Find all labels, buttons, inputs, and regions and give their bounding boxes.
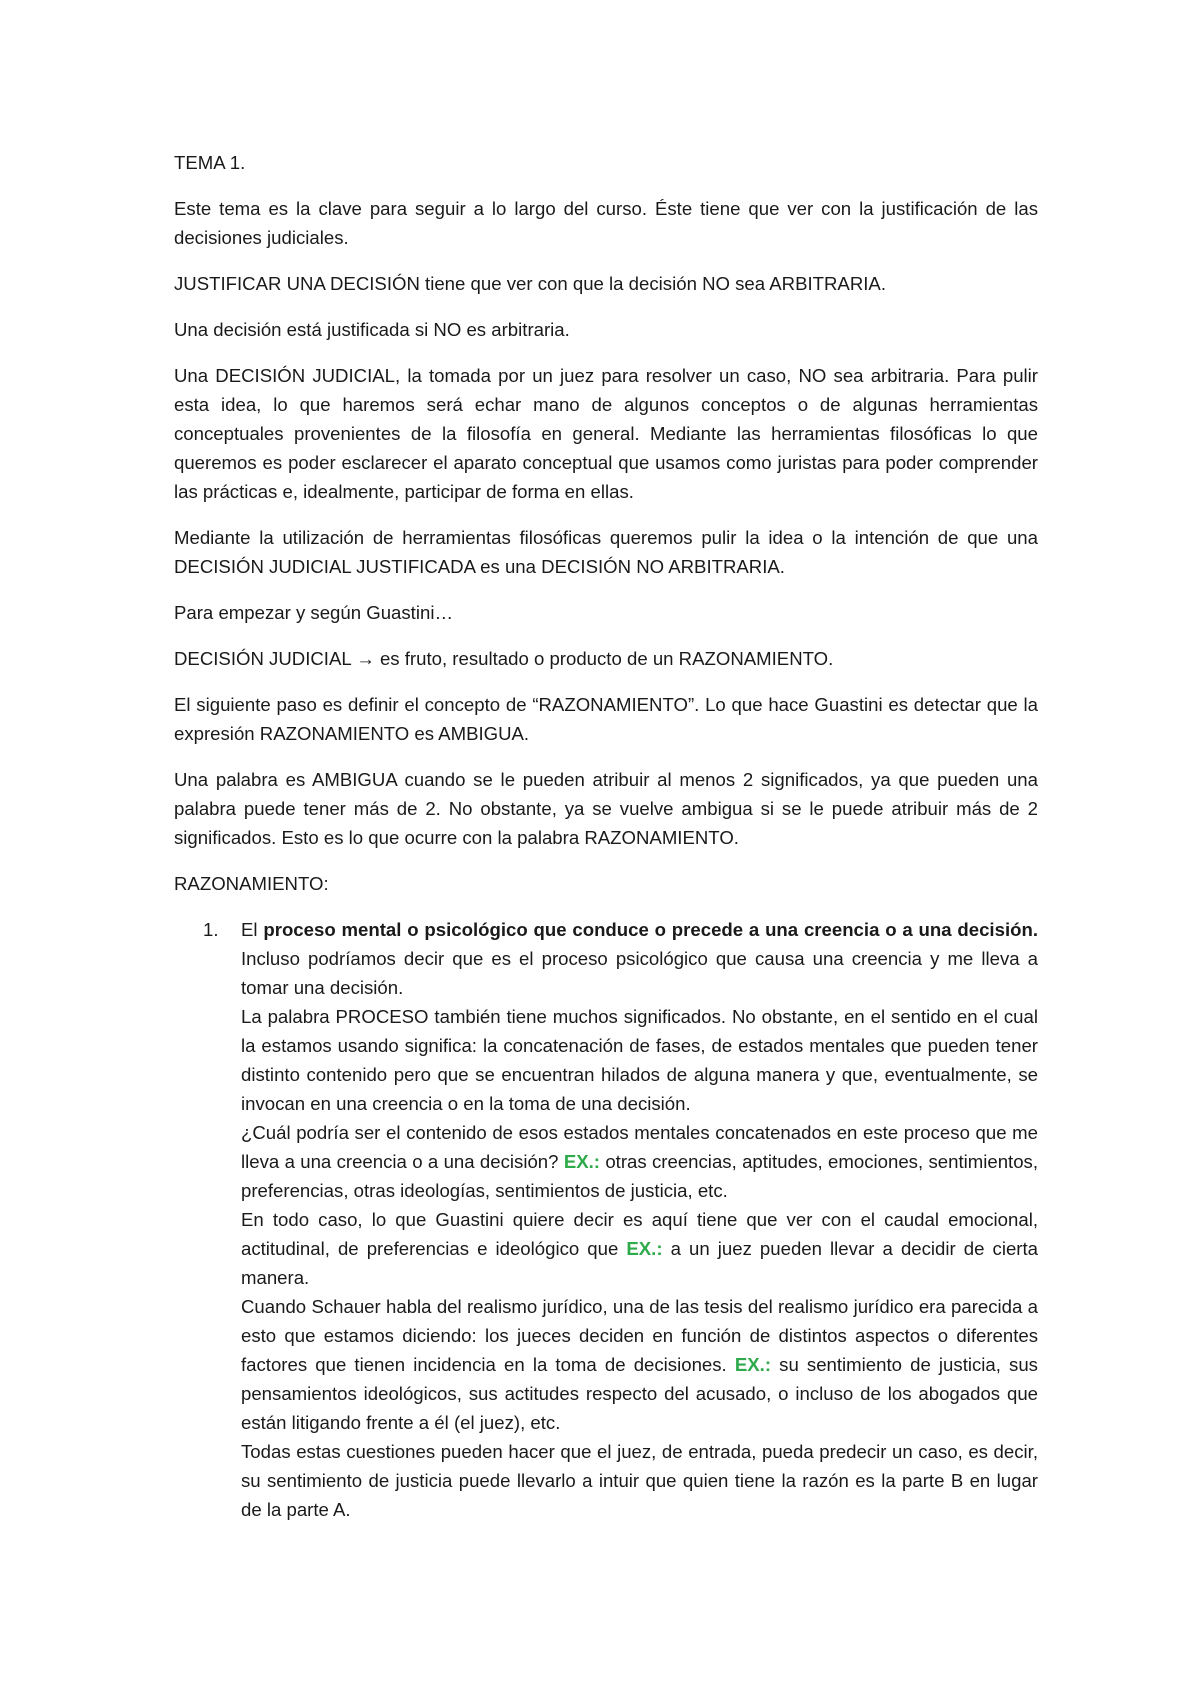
list-text: Cuando Schauer habla del realismo jurídico, una de las tesis del realismo jurídico era parecida a esto que estamos diciendo: los jueces deciden en función de distintos aspectos o diferentes factores que tienen incidencia en la toma de decisiones. <box>241 1296 1038 1375</box>
list-text: ¿Cuál podría ser el contenido de esos estados mentales concatenados en este proceso que me lleva a una creencia o a una decisión? <box>241 1122 1038 1172</box>
list-bold-text: proceso mental o psicológico que conduce o precede a una creencia o a una decisión. <box>263 919 1038 940</box>
paragraph-justificada: Una decisión está justificada si NO es arbitraria. <box>174 319 570 340</box>
list-text: Incluso podríamos decir que es el proceso psicológico que causa una creencia y me lleva a tomar una decisión. <box>241 948 1038 998</box>
paragraph-decision-judicial: Una DECISIÓN JUDICIAL, la tomada por un juez para resolver un caso, NO sea arbitraria. Para pulir esta idea, lo que haremos será echar mano de algunos conceptos o de algunas herramientas conceptuales provenientes de la filosofía en general. Mediante las herramientas filosóficas lo que queremos es poder esclarecer el aparato conceptual que usamos como juristas para poder comprender las prácticas e, idealmente, participar de forma en ellas. <box>174 365 1038 502</box>
example-marker: EX.: <box>563 1151 600 1172</box>
list-item-body <box>241 915 1038 1524</box>
doc-title: TEMA 1. <box>174 152 246 173</box>
paragraph-razonamiento-heading: RAZONAMIENTO: <box>174 873 329 894</box>
paragraph-justificar: JUSTIFICAR UNA DECISIÓN tiene que ver con que la decisión NO sea ARBITRARIA. <box>174 273 886 294</box>
paragraph-ambigua: Una palabra es AMBIGUA cuando se le pueden atribuir al menos 2 significados, ya que pueden una palabra puede tener más de 2. No obstante, ya se vuelve ambigua si se le puede atribuir más de 2 significados. Esto es lo que ocurre con la palabra RAZONAMIENTO. <box>174 769 1038 848</box>
paragraph-guastini: Para empezar y según Guastini… <box>174 602 454 623</box>
list-text: En todo caso, lo que Guastini quiere decir es aquí tiene que ver con el caudal emocional, actitudinal, de preferencias e ideológico que <box>241 1209 1038 1259</box>
list-text: otras creencias, aptitudes, emociones, sentimientos, preferencias, otras ideologías, sentimientos de justicia, etc. <box>241 1151 1039 1201</box>
example-marker: EX.: <box>734 1354 772 1375</box>
list-text: El <box>241 919 264 940</box>
example-marker: EX.: <box>626 1238 663 1259</box>
list-para-4 <box>241 1205 1038 1292</box>
arrow-right-icon: → <box>356 648 375 669</box>
paragraph-herramientas: Mediante la utilización de herramientas filosóficas queremos pulir la idea o la intención de que una DECISIÓN JUDICIAL JUSTIFICADA es una DECISIÓN NO ARBITRARIA. <box>174 527 1038 577</box>
paragraph-intro: Este tema es la clave para seguir a lo largo del curso. Éste tiene que ver con la justificación de las decisiones judiciales. <box>174 198 1038 248</box>
list-number: 1. <box>203 919 219 940</box>
fruto-text-a: DECISIÓN JUDICIAL <box>174 648 357 669</box>
paragraph-fruto <box>174 644 1038 673</box>
list-para-3 <box>241 1118 1038 1205</box>
list-text: su sentimiento de justicia, sus pensamientos ideológicos, sus actitudes respecto del acusado, o incluso de los abogados que están litigando frente a él (el juez), etc. <box>241 1354 1038 1433</box>
list-para-6: Todas estas cuestiones pueden hacer que el juez, de entrada, pueda predecir un caso, es decir, su sentimiento de justicia puede llevarlo a intuir que quien tiene la razón es la parte B en lugar de la parte A. <box>241 1441 1038 1520</box>
list-text: a un juez pueden llevar a decidir de cierta manera. <box>241 1238 1038 1288</box>
list-para-2: La palabra PROCESO también tiene muchos significados. No obstante, en el sentido en el cual la estamos usando significa: la concatenación de fases, de estados mentales que pueden tener distinto contenido pero que se encuentran hilados de alguna manera y que, eventualmente, se invocan en una creencia o en la toma de una decisión. <box>241 1006 1038 1114</box>
list-item <box>203 915 1038 1524</box>
paragraph-definir: El siguiente paso es definir el concepto de “RAZONAMIENTO”. Lo que hace Guastini es detectar que la expresión RAZONAMIENTO es AMBIGUA. <box>174 694 1038 744</box>
fruto-text-b: es fruto, resultado o producto de un RAZONAMIENTO. <box>374 648 834 669</box>
list-para-5 <box>241 1292 1038 1437</box>
list-para-1 <box>241 915 1038 1002</box>
